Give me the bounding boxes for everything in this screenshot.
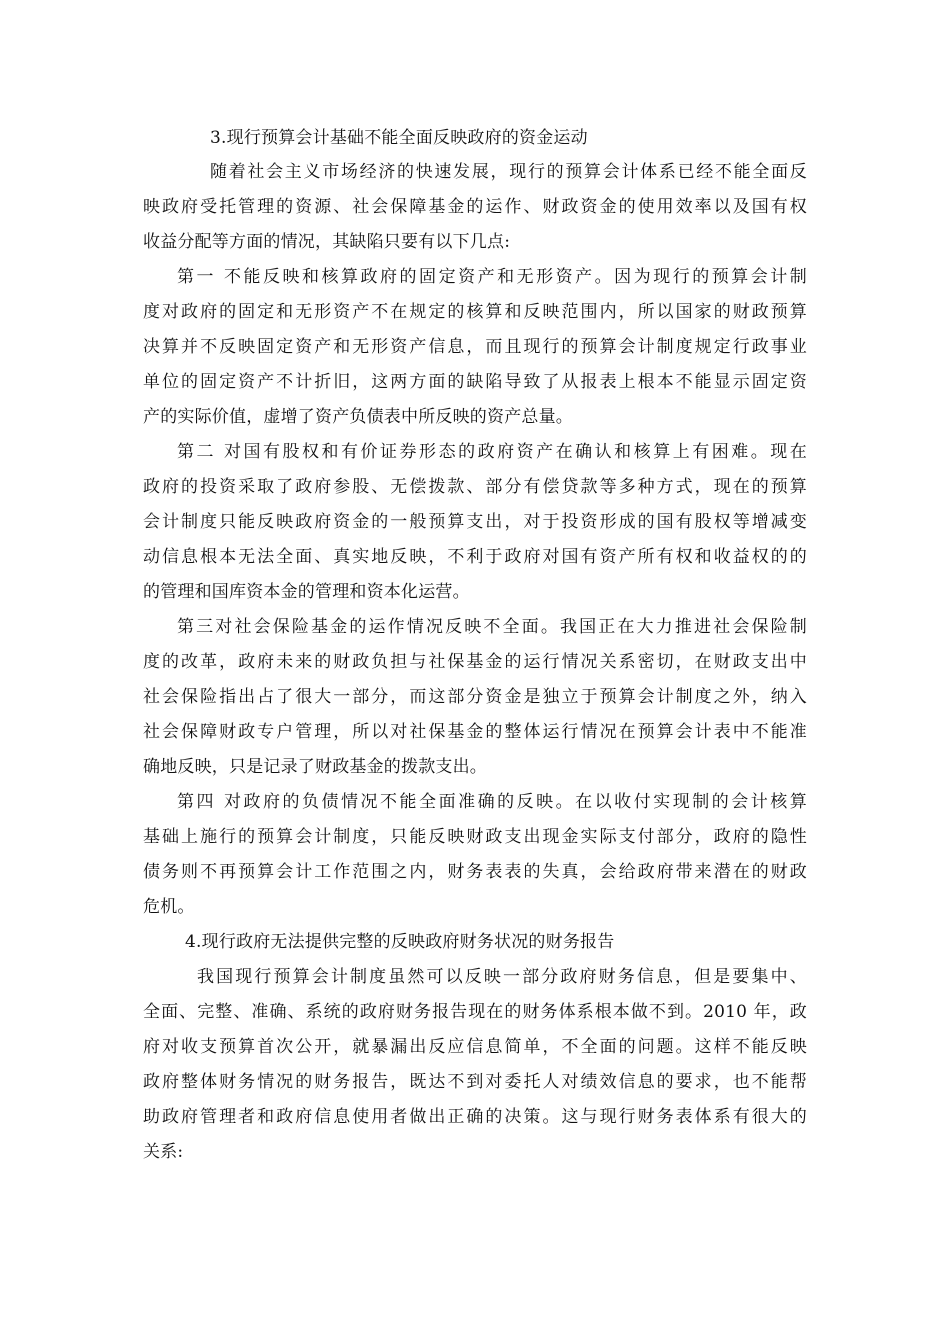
paragraph-line: 动信息根本无法全面、真实地反映，不利于政府对国有资产所有权和收益权的的 [143,547,807,567]
paragraph-line: 第二 对国有股权和有价证券形态的政府资产在确认和核算上有困难。现在 [177,442,807,462]
paragraph-line: 度的改革，政府未来的财政负担与社保基金的运行情况关系密切，在财政支出中 [143,652,807,672]
paragraph-line: 映政府受托管理的资源、社会保障基金的运作、财政资金的使用效率以及国有权 [143,197,807,217]
paragraph-line: 决算并不反映固定资产和无形资产信息，而且现行的预算会计制度规定行政事业 [143,337,807,357]
paragraph-line: 度对政府的固定和无形资产不在规定的核算和反映范围内，所以国家的财政预算 [143,302,807,322]
paragraph-line: 社会保险指出占了很大一部分，而这部分资金是独立于预算会计制度之外，纳入 [143,687,807,707]
paragraph-line: 基础上施行的预算会计制度，只能反映财政支出现金实际支付部分，政府的隐性 [143,827,807,847]
paragraph-line: 危机。 [143,897,195,917]
paragraph-line: 收益分配等方面的情况，其缺陷只要有以下几点: [143,232,511,252]
paragraph-line: 第三对社会保险基金的运作情况反映不全面。我国正在大力推进社会保险制 [177,617,807,637]
paragraph-line: 第四 对政府的负债情况不能全面准确的反映。在以收付实现制的会计核算 [177,792,807,812]
paragraph-line: 债务则不再预算会计工作范围之内，财务表表的失真，会给政府带来潜在的财政 [143,862,807,882]
paragraph-line: 我国现行预算会计制度虽然可以反映一部分政府财务信息，但是要集中、 [197,967,807,987]
paragraph-line: 助政府管理者和政府信息使用者做出正确的决策。这与现行财务表体系有很大的 [143,1107,807,1127]
paragraph-line: 府对收支预算首次公开，就暴漏出反应信息简单，不全面的问题。这样不能反映 [143,1037,807,1057]
paragraph-line: 单位的固定资产不计折旧，这两方面的缺陷导致了从报表上根本不能显示固定资 [143,372,807,392]
paragraph-line: 会计制度只能反映政府资金的一般预算支出，对于投资形成的国有股权等增减变 [143,512,807,532]
section-heading-3: 3.现行预算会计基础不能全面反映政府的资金运动 [210,128,588,148]
paragraph-line: 确地反映，只是记录了财政基金的拨款支出。 [143,757,487,777]
paragraph-line: 的管理和国库资本金的管理和资本化运营。 [143,582,470,602]
section-heading-4: 4.现行政府无法提供完整的反映政府财务状况的财务报告 [185,932,615,952]
paragraph-line: 随着社会主义市场经济的快速发展，现行的预算会计体系已经不能全面反 [210,162,807,182]
paragraph-line: 关系: [143,1142,184,1162]
paragraph-line: 产的实际价值，虚增了资产负债表中所反映的资产总量。 [143,407,573,427]
paragraph-line: 第一 不能反映和核算政府的固定资产和无形资产。因为现行的预算会计制 [177,267,807,287]
paragraph-line: 政府整体财务情况的财务报告，既达不到对委托人对绩效信息的要求，也不能帮 [143,1072,807,1092]
paragraph-line: 政府的投资采取了政府参股、无偿拨款、部分有偿贷款等多种方式，现在的预算 [143,477,807,497]
paragraph-line: 社会保障财政专户管理，所以对社保基金的整体运行情况在预算会计表中不能准 [143,722,807,742]
paragraph-line: 全面、完整、准确、系统的政府财务报告现在的财务体系根本做不到。2010 年，政 [143,1002,807,1022]
